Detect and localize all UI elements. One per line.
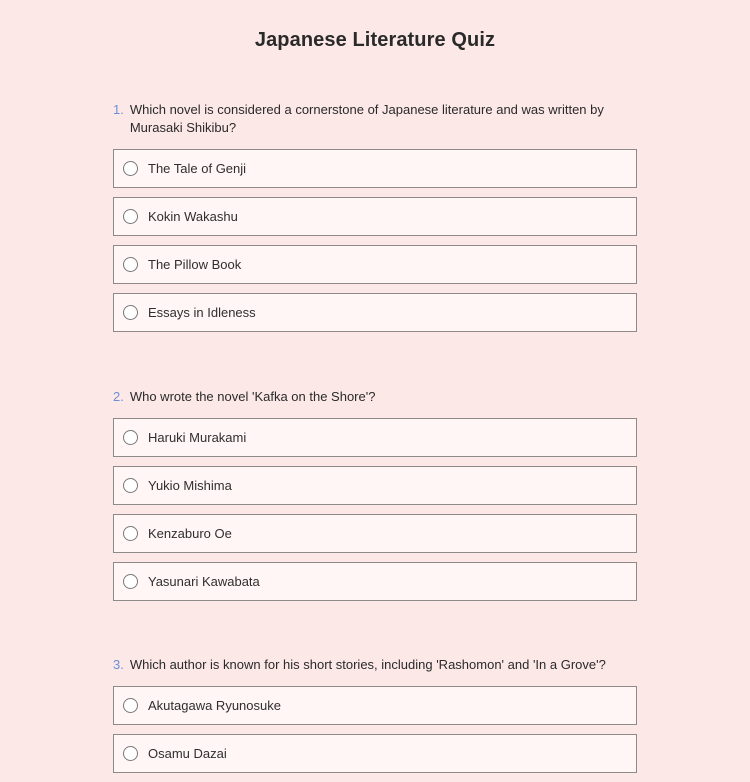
radio-button[interactable] xyxy=(123,698,138,713)
options-list xyxy=(113,686,637,773)
option-label: Osamu Dazai xyxy=(148,746,227,761)
question-number: 3. xyxy=(113,657,124,672)
option-q3-1[interactable] xyxy=(113,686,637,725)
option-label: Essays in Idleness xyxy=(148,305,256,320)
options-list xyxy=(113,149,637,332)
radio-button[interactable] xyxy=(123,161,138,176)
question-2 xyxy=(113,388,637,610)
option-label: Kokin Wakashu xyxy=(148,209,238,224)
option-label: Yasunari Kawabata xyxy=(148,574,260,589)
option-label: Kenzaburo Oe xyxy=(148,526,232,541)
page-title: Japanese Literature Quiz xyxy=(254,29,496,51)
option-label: Yukio Mishima xyxy=(148,478,232,493)
radio-button[interactable] xyxy=(123,746,138,761)
option-q2-1[interactable] xyxy=(113,418,637,457)
option-q1-2[interactable] xyxy=(113,197,637,236)
question-1-text-row xyxy=(113,101,637,137)
option-q1-3[interactable] xyxy=(113,245,637,284)
question-2-text-row xyxy=(113,388,637,406)
option-label: The Pillow Book xyxy=(148,257,242,272)
question-1 xyxy=(113,101,637,341)
radio-button[interactable] xyxy=(123,430,138,445)
options-list xyxy=(113,418,637,601)
question-3-text-row xyxy=(113,656,637,674)
question-3 xyxy=(113,656,637,782)
question-text: Which author is known for his short stories, including 'Rashomon' and 'In a Grove'? xyxy=(129,657,606,672)
radio-button[interactable] xyxy=(123,574,138,589)
option-q2-3[interactable] xyxy=(113,514,637,553)
radio-button[interactable] xyxy=(123,257,138,272)
option-label: Haruki Murakami xyxy=(148,430,247,445)
option-label: The Tale of Genji xyxy=(148,161,247,176)
radio-button[interactable] xyxy=(123,209,138,224)
question-number: 2. xyxy=(113,389,124,404)
option-label: Akutagawa Ryunosuke xyxy=(148,698,281,713)
question-number: 1. xyxy=(113,102,124,117)
question-text: Who wrote the novel 'Kafka on the Shore'? xyxy=(129,389,376,404)
radio-button[interactable] xyxy=(123,478,138,493)
option-q3-2[interactable] xyxy=(113,734,637,773)
option-q2-4[interactable] xyxy=(113,562,637,601)
question-text: Which novel is considered a cornerstone of Japanese literature and was written by Murasaki Shikibu? xyxy=(129,102,604,135)
option-q2-2[interactable] xyxy=(113,466,637,505)
radio-button[interactable] xyxy=(123,526,138,541)
option-q1-4[interactable] xyxy=(113,293,637,332)
option-q1-1[interactable] xyxy=(113,149,637,188)
radio-button[interactable] xyxy=(123,305,138,320)
